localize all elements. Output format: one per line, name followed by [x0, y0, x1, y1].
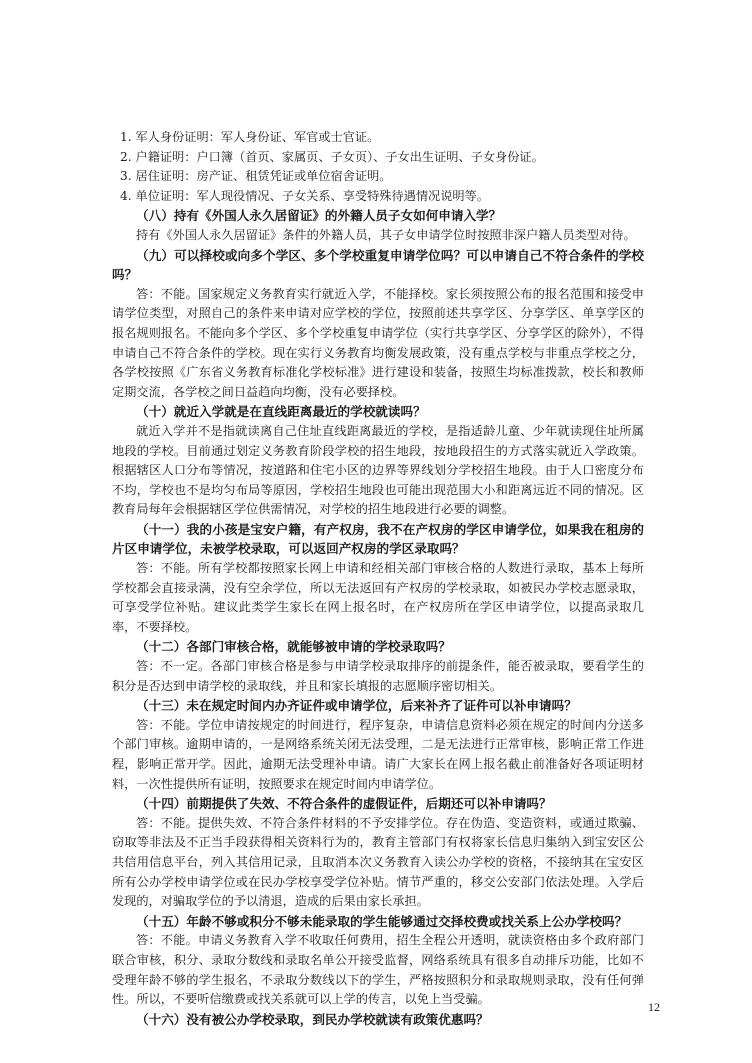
faq-answer: 答：不能。所有学校都按照家长网上申请和经相关部门审核合格的人数进行录取，基本上每所学校都会直接录满，没有空余学位，所以无法返回有产权房的学校录取，如被民办学校志愿录取，可享受学位补贴。建议此类学生家长在网上报名时，在产权房所在学区申请学位，以提高录取几率，不要择校。 [112, 561, 644, 634]
faq-answer: 答：不能。提供失效、不符合条件材料的不予安排学位。存在伪造、变造资料，或通过欺骗、窃取等非法及不正当手段获得相关资料行为的，教育主管部门有权将家长信息归集纳入到宝安区公共信用信息平台，列入其信用记录，且取消本次义务教育入读公办学校的资格，不接纳其在宝安区所有公办学校申请学位或在民办学校享受学位补贴。情节严重的，移交公安部门依法处理。入学后发现的，对骗取学位的予以清退，造成的后果由家长承担。 [112, 815, 644, 909]
faq-question: （十）就近入学就是在直线距离最近的学校就读吗？ [136, 404, 426, 420]
faq-answer: 答：不能。国家规定义务教育实行就近入学，不能择校。家长须按照公布的报名范围和接受申请学位类型，对照自己的条件来申请对应学校的学位，按照前述共享学区、分享学区、单享学区的报名规则报名。不能向多个学区、多个学校重复申请学位（实行共享学区、分享学区的除外），不得申请自己不符合条件的学校。现在实行义务教育均衡发展政策，没有重点学校与非重点学校之分，各学校按照《广东省义务教育标准化学校标准》进行建设和装备，按照生均标准拨款，校长和教师定期交流，各学校之间日益趋向均衡，没有必要择校。 [112, 286, 644, 399]
faq-section-14 [112, 794, 644, 912]
faq-question: （九）可以择校或向多个学区、多个学校重复申请学位吗？可以申请自己不符合条件的学校吗？ [112, 247, 644, 283]
faq-question: （十三）未在规定时间内办齐证件或申请学位，后来补齐了证件可以补申请吗？ [136, 698, 577, 714]
faq-answer: 答：不能。申请义务教育入学不收取任何费用，招生全程公开透明，就读资格由多个政府部门联合审核，积分、录取分数线和录取名单公开接受监督，网络系统具有很多自动排斥功能，比如不受理年龄不够的学生报名，不录取分数线以下的学生，严格按照积分和录取规则录取，没有任何弹性。所以，不要听信缴费或找关系就可以上学的传言，以免上当受骗。 [112, 933, 644, 1007]
faq-question: （十一）我的小孩是宝安户籍，有产权房，我不在产权房的学区申请学位，如果我在租房的片区申请学位，未被学校录取，可以返回产权房的学区录取吗？ [112, 521, 644, 557]
faq-section-9 [112, 246, 644, 403]
list-item: 3. 居住证明：房产证、租赁凭证或单位宿舍证明。 [120, 169, 392, 184]
faq-section-11 [112, 520, 644, 638]
faq-answer: 就近入学并不是指就读离自己住址直线距离最近的学校，是指适龄儿童、少年就读现住址所属地段的学校。目前通过划定义务教育阶段学校的招生地段，按地段招生的方式落实就近入学政策。根据辖区人口分布等情况，按道路和住宅小区的边界等界线划分学校招生地段。由于人口密度分布不均，学校也不是均匀布局等原因，学校招生地段也可能出现范围大小和距离远近不同的情况。区教育局每年会根据辖区学位供需情况，对学校的招生地段进行必要的调整。 [112, 423, 644, 517]
faq-question: （十四）前期提供了失效、不符合条件的虚假证件，后期还可以补申请吗？ [136, 796, 552, 812]
faq-section-8 [112, 206, 644, 245]
faq-answer: 持有《外国人永久居留证》条件的外籍人员，其子女申请学位时按照非深户籍人员类型对待。 [136, 227, 636, 242]
faq-section-10 [112, 402, 644, 520]
faq-question: （八）持有《外国人永久居留证》的外籍人员子女如何申请入学？ [136, 208, 502, 224]
faq-question: （十五）年龄不够或积分不够未能录取的学生能够通过交择校费或找关系上公办学校吗？ [136, 913, 628, 929]
eligibility-list [112, 128, 644, 206]
page-number: 12 [648, 1000, 660, 1014]
faq-question: （十六）没有被公办学校录取，到民办学校就读有政策优惠吗？ [136, 1011, 489, 1027]
faq-section-12 [112, 637, 644, 696]
list-item: 4. 单位证明：军人现役情况、子女关系、享受特殊待遇情况说明等。 [120, 188, 489, 203]
faq-section-13 [112, 696, 644, 794]
faq-section-15 [112, 912, 644, 1010]
faq-question: （十二）各部门审核合格，就能够被申请的学校录取吗？ [136, 639, 451, 655]
faq-answer: 答：不一定。各部门审核合格是参与申请学校录取排序的前提条件，能否被录取，要看学生的积分是否达到申请学校的录取线，并且和家长填报的志愿顺序密切相关。 [112, 659, 644, 693]
list-item: 2. 户籍证明：户口簿（首页、家属页、子女页）、子女出生证明、子女身份证。 [120, 149, 544, 164]
faq-section-16 [112, 1010, 644, 1030]
list-item: 1. 军人身份证明：军人身份证、军官或士官证。 [120, 130, 380, 144]
faq-answer: 答：不能。学位申请按规定的时间进行，程序复杂，申请信息资料必须在规定的时间内分送多个部门审核。逾期申请的，一是网络系统关闭无法受理，二是无法进行正常审核，影响正常工作进程，影响正常开学。因此，逾期无法受理补申请。请广大家长在网上报名截止前准备好各项证明材料，一次性提供所有证明，按照要求在规定时间内申请学位。 [112, 717, 644, 791]
